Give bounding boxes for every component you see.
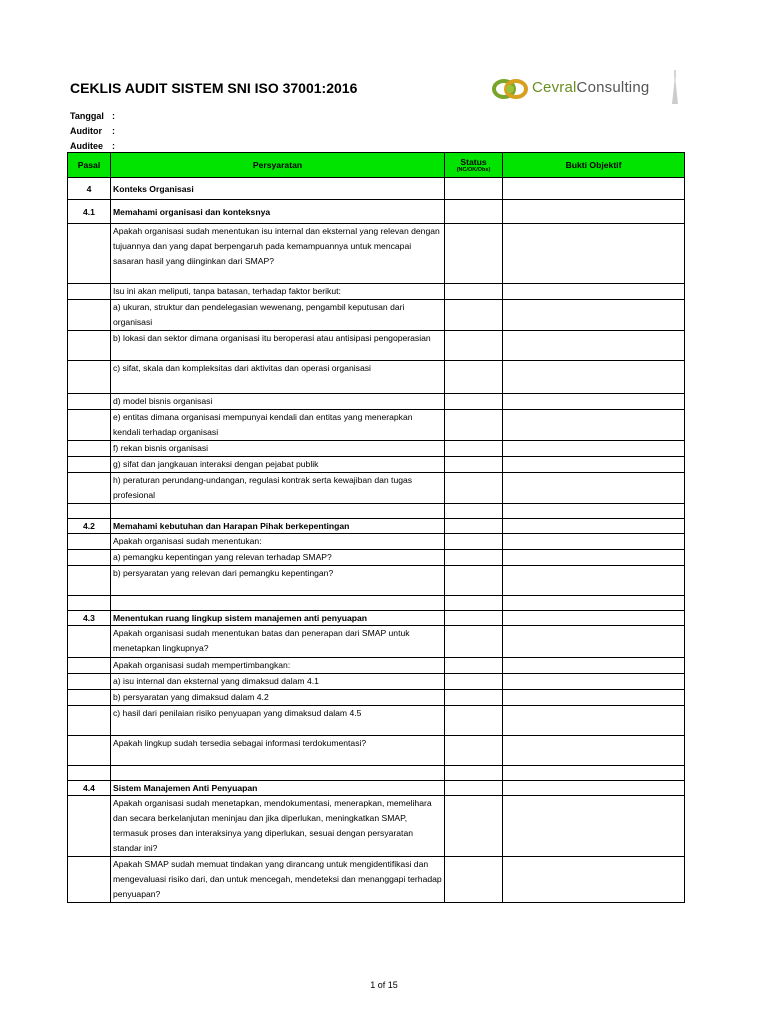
header-pasal: Pasal xyxy=(68,153,111,178)
pasal-cell xyxy=(68,857,111,903)
bukti-cell[interactable] xyxy=(503,736,685,766)
status-cell[interactable] xyxy=(445,534,503,550)
status-cell[interactable] xyxy=(445,781,503,796)
status-cell[interactable] xyxy=(445,519,503,534)
requirement-text: a) pemangku kepentingan yang relevan terhadap SMAP? xyxy=(111,550,445,566)
table-row xyxy=(68,766,685,781)
status-cell[interactable] xyxy=(445,457,503,473)
table-row xyxy=(68,534,685,550)
header-bukti: Bukti Objektif xyxy=(503,153,685,178)
logo-text: CevralConsulting xyxy=(532,79,650,96)
section-heading: Sistem Manajemen Anti Penyuapan xyxy=(111,781,445,796)
bukti-cell[interactable] xyxy=(503,410,685,441)
checklist-table xyxy=(67,152,685,903)
bukti-cell[interactable] xyxy=(503,857,685,903)
table-row xyxy=(68,550,685,566)
table-row xyxy=(68,441,685,457)
requirement-text: e) entitas dimana organisasi mempunyai kendali dan entitas yang menerapkan kendali terhadap organisasi xyxy=(111,410,445,441)
pasal-cell xyxy=(68,441,111,457)
pasal-cell xyxy=(68,331,111,361)
status-cell[interactable] xyxy=(445,550,503,566)
table-header-row xyxy=(68,153,685,178)
bukti-cell[interactable] xyxy=(503,504,685,519)
status-cell[interactable] xyxy=(445,284,503,300)
table-row xyxy=(68,284,685,300)
table-row xyxy=(68,300,685,331)
bukti-cell[interactable] xyxy=(503,300,685,331)
bukti-cell[interactable] xyxy=(503,534,685,550)
table-row xyxy=(68,736,685,766)
pasal-cell xyxy=(68,224,111,284)
bukti-cell[interactable] xyxy=(503,611,685,626)
status-cell[interactable] xyxy=(445,766,503,781)
meta-tanggal: Tanggal : xyxy=(70,111,115,121)
bukti-cell[interactable] xyxy=(503,766,685,781)
pasal-cell: 4.1 xyxy=(68,200,111,224)
table-row xyxy=(68,473,685,504)
section-heading: Memahami kebutuhan dan Harapan Pihak berkepentingan xyxy=(111,519,445,534)
pasal-cell xyxy=(68,596,111,611)
bukti-cell[interactable] xyxy=(503,658,685,674)
bukti-cell[interactable] xyxy=(503,596,685,611)
table-row xyxy=(68,626,685,658)
header-status: Status (NC/OK/Obs) xyxy=(445,153,503,178)
status-cell[interactable] xyxy=(445,706,503,736)
pasal-cell xyxy=(68,300,111,331)
bukti-cell[interactable] xyxy=(503,796,685,857)
table-row xyxy=(68,611,685,626)
section-heading: Konteks Organisasi xyxy=(111,178,445,200)
status-cell[interactable] xyxy=(445,441,503,457)
requirement-text: Apakah organisasi sudah menentukan batas dan penerapan dari SMAP untuk menetapkan lingkupnya? xyxy=(111,626,445,658)
bukti-cell[interactable] xyxy=(503,284,685,300)
requirement-text xyxy=(111,766,445,781)
pasal-cell xyxy=(68,473,111,504)
pasal-cell xyxy=(68,410,111,441)
table-row xyxy=(68,566,685,596)
status-cell[interactable] xyxy=(445,796,503,857)
pasal-cell xyxy=(68,690,111,706)
bukti-cell[interactable] xyxy=(503,626,685,658)
pasal-cell xyxy=(68,534,111,550)
status-cell[interactable] xyxy=(445,611,503,626)
bukti-cell[interactable] xyxy=(503,781,685,796)
table-row xyxy=(68,178,685,200)
table-row xyxy=(68,331,685,361)
bukti-cell[interactable] xyxy=(503,457,685,473)
requirement-text: Apakah organisasi sudah mempertimbangkan: xyxy=(111,658,445,674)
bukti-cell[interactable] xyxy=(503,331,685,361)
pasal-cell xyxy=(68,658,111,674)
pasal-cell: 4.2 xyxy=(68,519,111,534)
requirement-text xyxy=(111,504,445,519)
pasal-cell xyxy=(68,706,111,736)
table-row xyxy=(68,224,685,284)
table-row xyxy=(68,658,685,674)
requirement-text: f) rekan bisnis organisasi xyxy=(111,441,445,457)
table-row xyxy=(68,457,685,473)
pasal-cell xyxy=(68,550,111,566)
bukti-cell[interactable] xyxy=(503,473,685,504)
requirement-text: c) sifat, skala dan kompleksitas dari aktivitas dan operasi organisasi xyxy=(111,361,445,394)
pasal-cell xyxy=(68,457,111,473)
company-logo xyxy=(492,70,682,106)
bukti-cell[interactable] xyxy=(503,178,685,200)
pasal-cell xyxy=(68,361,111,394)
table-row xyxy=(68,796,685,857)
pasal-cell xyxy=(68,284,111,300)
table-row xyxy=(68,690,685,706)
table-row xyxy=(68,361,685,394)
status-cell[interactable] xyxy=(445,300,503,331)
bukti-cell[interactable] xyxy=(503,674,685,690)
section-heading: Memahami organisasi dan konteksnya xyxy=(111,200,445,224)
table-row xyxy=(68,674,685,690)
status-cell[interactable] xyxy=(445,596,503,611)
bukti-cell[interactable] xyxy=(503,550,685,566)
table-row xyxy=(68,504,685,519)
audit-meta xyxy=(70,109,115,154)
pasal-cell xyxy=(68,566,111,596)
table-row xyxy=(68,857,685,903)
bukti-cell[interactable] xyxy=(503,690,685,706)
pasal-cell xyxy=(68,766,111,781)
document-title: CEKLIS AUDIT SISTEM SNI ISO 37001:2016 xyxy=(70,80,358,96)
page-number: 1 of 15 xyxy=(370,980,398,990)
header-persyaratan: Persyaratan xyxy=(111,153,445,178)
bukti-cell[interactable] xyxy=(503,519,685,534)
table-row xyxy=(68,200,685,224)
status-cell[interactable] xyxy=(445,178,503,200)
status-cell[interactable] xyxy=(445,857,503,903)
table-row xyxy=(68,596,685,611)
status-cell[interactable] xyxy=(445,361,503,394)
status-cell[interactable] xyxy=(445,626,503,658)
logo-tower-icon xyxy=(668,70,682,106)
requirement-text: Apakah organisasi sudah menentukan isu internal dan eksternal yang relevan dengan tujuannya dan yang dapat berpengaruh pada kemampuannya untuk mencapai sasaran hasil yang diinginkan dari SMAP? xyxy=(111,224,445,284)
table-row xyxy=(68,519,685,534)
status-cell[interactable] xyxy=(445,690,503,706)
status-cell[interactable] xyxy=(445,566,503,596)
status-cell[interactable] xyxy=(445,658,503,674)
status-cell[interactable] xyxy=(445,504,503,519)
status-cell[interactable] xyxy=(445,200,503,224)
requirement-text: b) persyaratan yang dimaksud dalam 4.2 xyxy=(111,690,445,706)
status-cell[interactable] xyxy=(445,736,503,766)
pasal-cell: 4.4 xyxy=(68,781,111,796)
bukti-cell[interactable] xyxy=(503,706,685,736)
requirement-text: Apakah lingkup sudah tersedia sebagai informasi terdokumentasi? xyxy=(111,736,445,766)
bukti-cell[interactable] xyxy=(503,200,685,224)
bukti-cell[interactable] xyxy=(503,566,685,596)
status-cell[interactable] xyxy=(445,331,503,361)
requirement-text: a) ukuran, struktur dan pendelegasian wewenang, pengambil keputusan dari organisasi xyxy=(111,300,445,331)
meta-auditor: Auditor : xyxy=(70,126,115,136)
status-cell[interactable] xyxy=(445,473,503,504)
status-cell[interactable] xyxy=(445,674,503,690)
table-row xyxy=(68,706,685,736)
table-row xyxy=(68,781,685,796)
pasal-cell xyxy=(68,626,111,658)
bukti-cell[interactable] xyxy=(503,224,685,284)
requirement-text: a) isu internal dan eksternal yang dimaksud dalam 4.1 xyxy=(111,674,445,690)
bukti-cell[interactable] xyxy=(503,361,685,394)
requirement-text: Isu ini akan meliputi, tanpa batasan, terhadap faktor berikut: xyxy=(111,284,445,300)
pasal-cell xyxy=(68,796,111,857)
requirement-text: Apakah SMAP sudah memuat tindakan yang dirancang untuk mengidentifikasi dan mengevaluasi risiko dari, dan untuk mencegah, mendeteksi dan menanggapi terhadap penyuapan? xyxy=(111,857,445,903)
requirement-text: d) model bisnis organisasi xyxy=(111,394,445,410)
bukti-cell[interactable] xyxy=(503,394,685,410)
table-row xyxy=(68,410,685,441)
logo-swirl-icon xyxy=(492,74,530,104)
requirement-text: h) peraturan perundang-undangan, regulasi kontrak serta kewajiban dan tugas profesional xyxy=(111,473,445,504)
pasal-cell xyxy=(68,674,111,690)
section-heading: Menentukan ruang lingkup sistem manajemen anti penyuapan xyxy=(111,611,445,626)
requirement-text: b) persyaratan yang relevan dari pemangku kepentingan? xyxy=(111,566,445,596)
status-cell[interactable] xyxy=(445,394,503,410)
pasal-cell xyxy=(68,504,111,519)
pasal-cell: 4.3 xyxy=(68,611,111,626)
requirement-text xyxy=(111,596,445,611)
requirement-text: c) hasil dari penilaian risiko penyuapan yang dimaksud dalam 4.5 xyxy=(111,706,445,736)
bukti-cell[interactable] xyxy=(503,441,685,457)
meta-auditee: Auditee : xyxy=(70,141,115,151)
requirement-text: b) lokasi dan sektor dimana organisasi itu beroperasi atau antisipasi pengoperasian xyxy=(111,331,445,361)
requirement-text: g) sifat dan jangkauan interaksi dengan pejabat publik xyxy=(111,457,445,473)
requirement-text: Apakah organisasi sudah menetapkan, mendokumentasi, menerapkan, memelihara dan secara berkelanjutan meninjau dan jika diperlukan, meningkatkan SMAP, termasuk proses dan interaksinya yang diperlukan, sesuai dengan persyaratan standar ini? xyxy=(111,796,445,857)
table-row xyxy=(68,394,685,410)
pasal-cell: 4 xyxy=(68,178,111,200)
requirement-text: Apakah organisasi sudah menentukan: xyxy=(111,534,445,550)
pasal-cell xyxy=(68,736,111,766)
pasal-cell xyxy=(68,394,111,410)
status-cell[interactable] xyxy=(445,224,503,284)
status-cell[interactable] xyxy=(445,410,503,441)
